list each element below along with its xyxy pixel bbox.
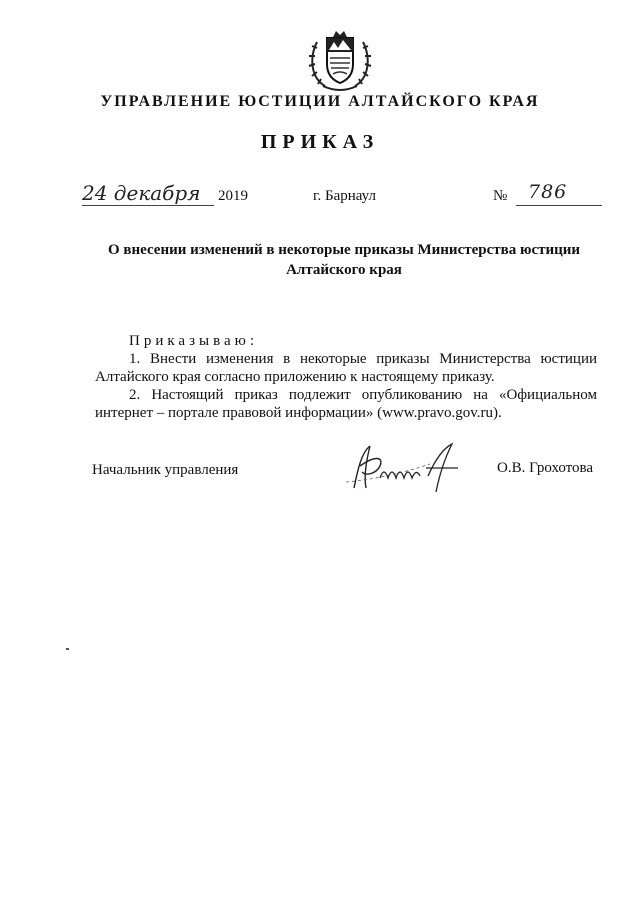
signer-name: О.В. Грохотова — [497, 460, 594, 476]
handwritten-signature — [340, 438, 470, 498]
city: г. Барнаул — [313, 188, 376, 204]
document-body — [95, 332, 597, 422]
document-subject: О внесении изменений в некоторые приказы Министерства юстиции Алтайского края — [107, 242, 581, 278]
signer-title: Начальник управления — [92, 462, 239, 478]
handwritten-date: 24 декабря — [82, 181, 201, 205]
date-year: 2019 — [218, 188, 248, 204]
scan-speck — [66, 648, 69, 650]
number-underline — [516, 205, 602, 206]
coat-of-arms-icon — [303, 28, 377, 94]
date-underline — [82, 205, 214, 206]
number-sign: № — [493, 188, 508, 204]
document-type: ПРИКАЗ — [260, 131, 380, 153]
organization-title: УПРАВЛЕНИЕ ЮСТИЦИИ АЛТАЙСКОГО КРАЯ — [100, 93, 540, 110]
body-lead: Приказываю: — [129, 333, 258, 349]
body-item-2: 2. Настоящий приказ подлежит опубликованию на «Официальном интернет – портале правовой информации» (www.pravo.gov.ru). — [95, 387, 597, 421]
handwritten-number: 786 — [528, 181, 568, 203]
body-item-1: 1. Внести изменения в некоторые приказы Министерства юстиции Алтайского края согласно приложению к настоящему приказу. — [95, 351, 597, 385]
